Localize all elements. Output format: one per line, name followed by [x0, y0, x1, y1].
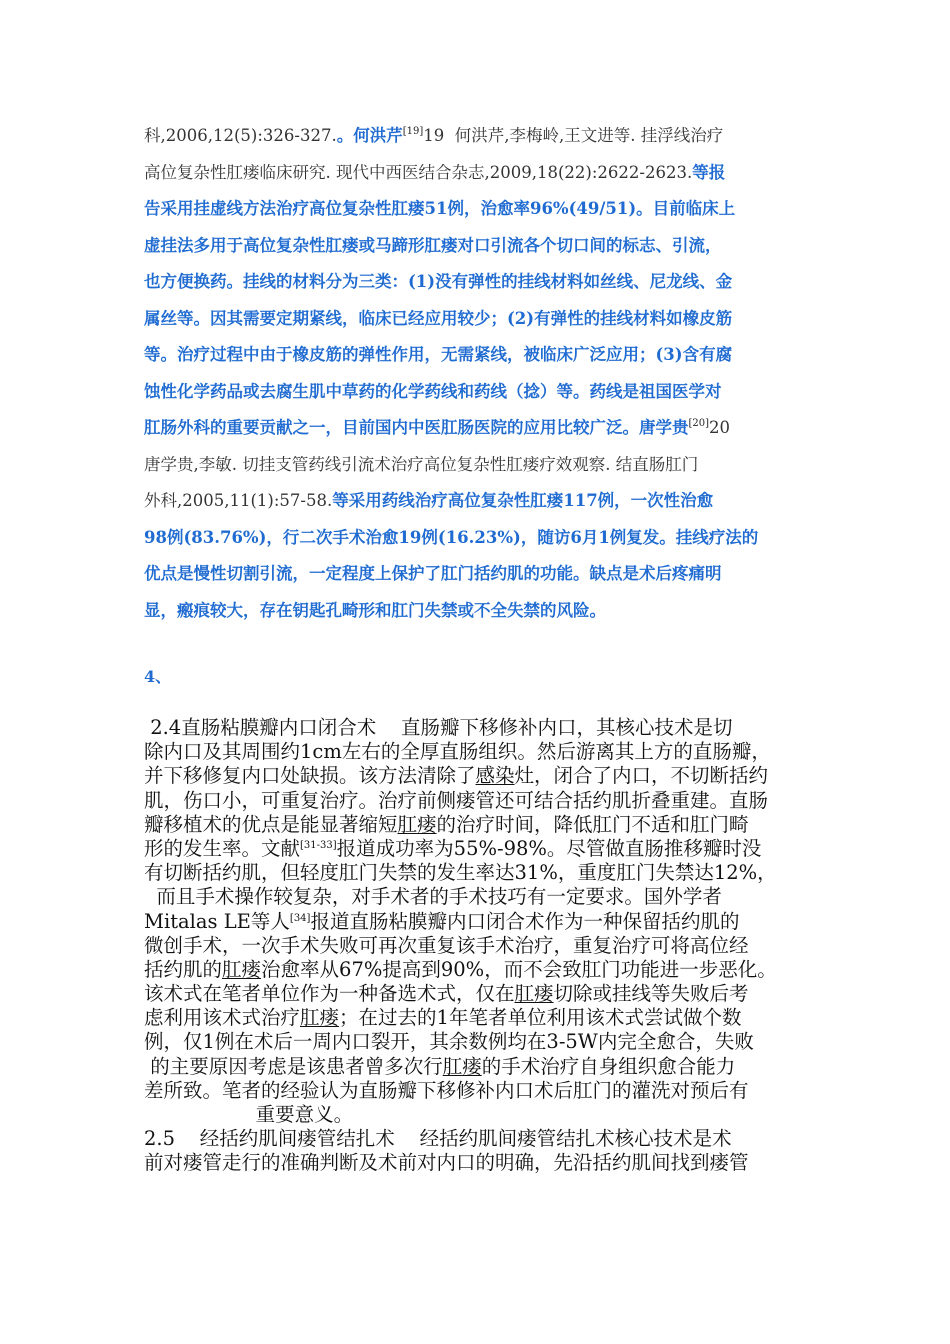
text-run: 唐学贵,李敏. 切挂支管药线引流术治疗高位复杂性肛瘘疗效观察. 结直肠肛门: [144, 454, 699, 474]
text-run: 20: [709, 418, 731, 437]
text-run: ；在过去的1年笔者单位利用该术式尝试做个数: [339, 1006, 742, 1030]
text-line: [144, 789, 814, 813]
text-run: 微创手术，一次手术失败可再次重复该手术治疗，重复治疗可将高位经: [144, 933, 749, 957]
text-run: 肌，伤口小，可重复治疗。治疗前侧瘘管还可结合括约肌折叠重建。直肠: [144, 788, 769, 812]
text-line: [144, 410, 814, 447]
citation-ref: [34]: [289, 912, 311, 924]
highlighted-text: 等采用药线治疗高位复杂性肛瘘117例，一次性治愈: [332, 491, 714, 510]
text-line: [144, 301, 814, 338]
term-link: 肛瘘: [397, 812, 437, 836]
highlighted-text: 显，瘢痕较大，存在钥匙孔畸形和肛门失禁或不全失禁的风险。: [144, 600, 606, 620]
text-line: [144, 861, 814, 885]
text-line: [144, 520, 814, 557]
reference-paragraph: [144, 118, 814, 629]
highlighted-text: 。何洪芹: [336, 126, 403, 145]
text-run: 报道成功率为55%-98%。尽管做直肠推移瓣时没: [336, 836, 762, 860]
text-run: 该术式在笔者单位作为一种备选术式，仅在: [144, 982, 515, 1006]
text-line: [144, 337, 814, 374]
highlighted-text: 肛肠外科的重要贡献之一，目前国内中医肛肠医院的应用比较广泛。唐学贵: [144, 418, 689, 437]
text-line: [144, 593, 814, 630]
term-link: 肛瘘: [442, 1054, 482, 1078]
text-run: 的治疗时间，降低肛门不适和肛门畸: [436, 812, 749, 836]
text-line: [144, 910, 814, 934]
highlighted-text: 98例(83.76%)，行二次手术治愈19例(16.23%)，随访6月1例复发。挂线疗法的: [144, 527, 759, 547]
text-line: [144, 740, 814, 764]
body-paragraph: [144, 716, 814, 1176]
text-run: 治愈率从67%提高到90%，而不会致肛门功能进一步恶化。: [261, 957, 777, 981]
text-run: 外科,2005,11(1):57-58.: [144, 491, 333, 510]
text-run: 虑利用该术式治疗: [144, 1006, 301, 1030]
text-line: [144, 813, 814, 837]
highlighted-text: 也方便换药。挂线的材料分为三类：(1)没有弹性的挂线材料如丝线、尼龙线、金: [144, 272, 733, 291]
term-link: 肛瘘: [300, 1006, 340, 1030]
text-run: Mitalas LE等人: [144, 909, 290, 933]
text-run: 2.5 经括约肌间瘘管结扎术 经括约肌间瘘管结扎术核心技术是术: [144, 1127, 732, 1151]
text-line: [144, 374, 814, 411]
text-line: [144, 1030, 814, 1054]
text-run: 重要意义。: [144, 1103, 354, 1126]
highlighted-text: 虚挂法多用于高位复杂性肛瘘或马蹄形肛瘘对口引流各个切口间的标志、引流，: [144, 235, 722, 255]
text-run: 高位复杂性肛瘘临床研究. 现代中西医结合杂志,2009,18(22):2622-2623.: [144, 162, 693, 182]
text-line: [144, 118, 814, 155]
text-line: [144, 764, 814, 788]
highlighted-text: 告采用挂虚线方法治疗高位复杂性肛瘘51例，治愈率96%(49/51)。目前临床上: [144, 199, 736, 218]
text-run: 切除或挂线等失败后考: [553, 982, 749, 1006]
text-line: [144, 1151, 814, 1175]
text-line: [144, 228, 814, 265]
text-line: [144, 982, 814, 1006]
text-line: [144, 958, 814, 982]
highlighted-text: 属丝等。因其需要定期紧线，临床已经应用较少；(2)有弹性的挂线材料如橡皮筋: [144, 308, 733, 328]
text-line: [144, 1079, 814, 1103]
text-line: [144, 934, 814, 958]
text-line: [144, 155, 814, 192]
text-run: 而且手术操作较复杂，对手术者的手术技巧有一定要求。国外学者: [144, 885, 722, 909]
text-run: 除内口及其周围约1cm左右的全厚直肠组织。然后游离其上方的直肠瓣，: [144, 740, 771, 764]
text-run: 报道直肠粘膜瓣内口闭合术作为一种保留括约肌的: [310, 909, 740, 933]
text-run: 前对瘘管走行的准确判断及术前对内口的明确，先沿括约肌间找到瘘管: [144, 1151, 749, 1175]
highlighted-text: 蚀性化学药品或去腐生肌中草药的化学药线和药线（捻）等。药线是祖国医学对: [144, 381, 722, 401]
text-run: 差所致。笔者的经验认为直肠瓣下移修补内口术后肛门的灌洗对预后有: [144, 1078, 749, 1102]
highlighted-text: 等。治疗过程中由于橡皮筋的弹性作用，无需紧线，被临床广泛应用；(3)含有腐: [144, 345, 733, 364]
highlighted-text: 优点是慢性切割引流，一定程度上保护了肛门括约肌的功能。缺点是术后疼痛明: [144, 564, 722, 583]
text-run: 括约肌的: [144, 957, 223, 981]
citation-ref: [20]: [688, 418, 710, 429]
text-run: 的主要原因考虑是该患者曾多次行: [144, 1054, 443, 1078]
text-line: [144, 1006, 814, 1030]
text-line: [144, 447, 814, 484]
text-line: [144, 1055, 814, 1079]
text-line: [144, 1127, 814, 1151]
text-run: 例，仅1例在术后一周内口裂开，其余数例均在3-5W内完全愈合，失败: [144, 1030, 754, 1054]
text-run: 瓣移植术的优点是能显著缩短: [144, 812, 398, 836]
highlighted-text: 等报: [692, 162, 726, 182]
text-run: 有切断括约肌，但轻度肛门失禁的发生率达31%，重度肛门失禁达12%，: [144, 861, 777, 885]
term-link: 肛瘘: [514, 982, 554, 1006]
text-run: 科,2006,12(5):326-327.: [144, 126, 337, 145]
text-run: 的手术治疗自身组织愈合能力: [481, 1054, 736, 1078]
text-run: 19 何洪芹,李梅岭,王文进等. 挂浮线治疗: [423, 126, 724, 145]
text-line: [144, 483, 814, 520]
text-line: [144, 1103, 814, 1127]
text-line: [144, 716, 814, 740]
text-line: [144, 885, 814, 909]
term-link: 感染: [475, 764, 515, 788]
citation-ref: [19]: [402, 126, 424, 137]
text-run: 灶，闭合了内口，不切断括约: [514, 764, 769, 788]
text-line: [144, 556, 814, 593]
text-run: 2.4直肠粘膜瓣内口闭合术 直肠瓣下移修补内口，其核心技术是切: [144, 716, 733, 739]
text-line: [144, 191, 814, 228]
text-run: 并下移修复内口处缺损。该方法清除了: [144, 764, 476, 788]
text-line: [144, 837, 814, 861]
text-line: [144, 264, 814, 301]
citation-ref: [31-33]: [300, 839, 337, 851]
section-marker: 4、: [144, 667, 172, 686]
term-link: 肛瘘: [222, 957, 262, 981]
text-run: 形的发生率。文献: [144, 836, 301, 860]
